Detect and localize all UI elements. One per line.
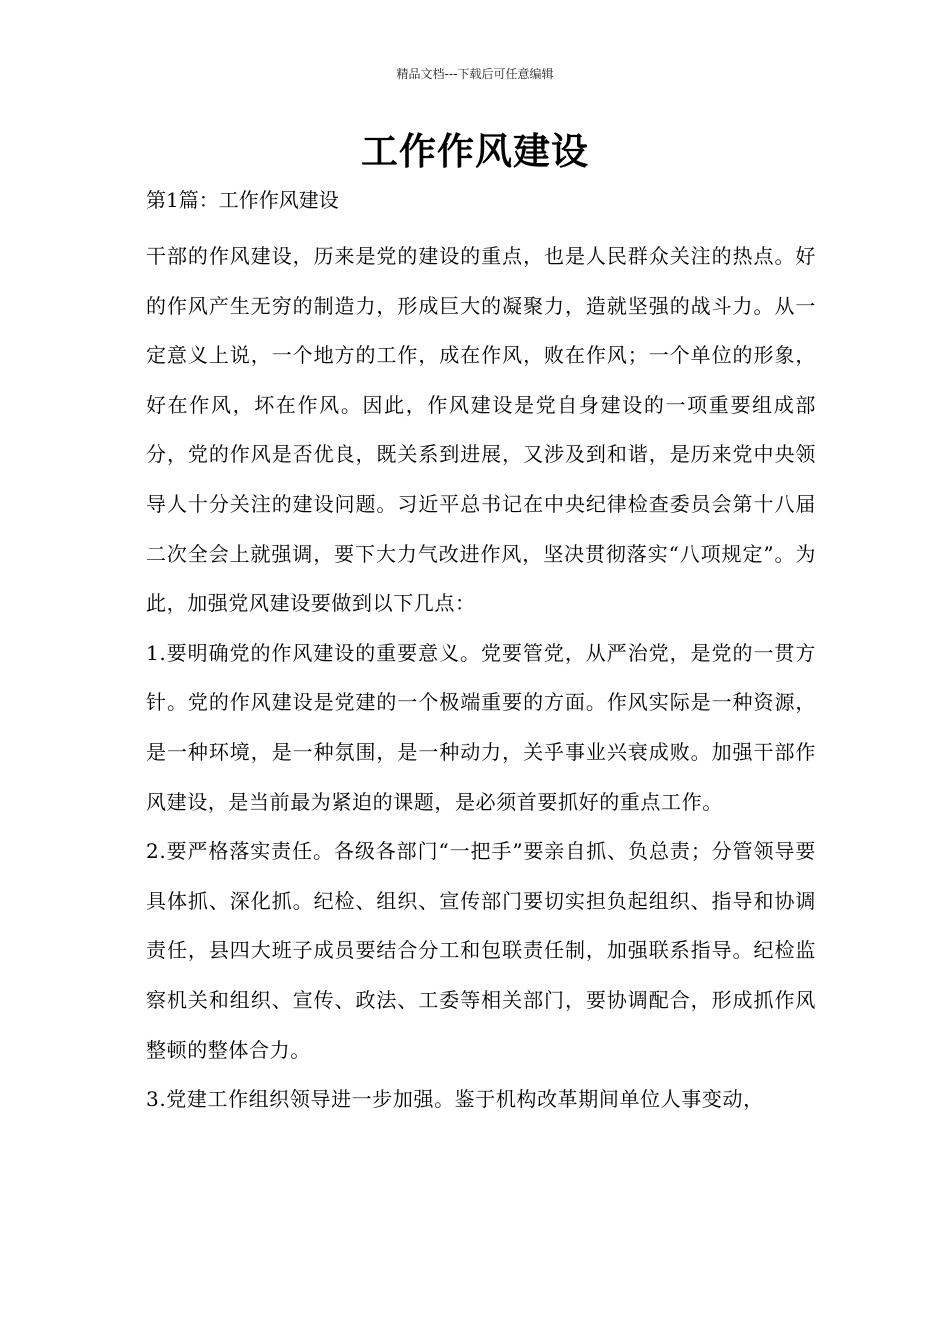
paragraph-point-2: 2.要严格落实责任。各级各部门“一把手”要亲自抓、负总责；分管领导要具体抓、深化抓。纪检、组织、宣传部门要切实担负起组织、指导和协调责任，县四大班子成员要结合分工和包联责任制，加强联系指导。纪检监察机关和组织、宣传、政法、工委等相关部门，要协调配合，形成抓作风整顿的整体合力。 — [146, 839, 816, 1062]
paragraph-point-1: 1.要明确党的作风建设的重要意义。党要管党，从严治党，是党的一贯方针。党的作风建设是党建的一个极端重要的方面。作风实际是一种资源，是一种环境，是一种氛围，是一种动力，关乎事业兴衰成败。加强干部作风建设，是当前最为紧迫的课题，是必须首要抓好的重点工作。 — [146, 640, 816, 814]
body-text — [146, 232, 816, 1125]
section-heading: 第1篇：工作作风建设 — [146, 188, 339, 212]
paragraph-point-3: 3.党建工作组织领导进一步加强。鉴于机构改革期间单位人事变动， — [146, 1087, 764, 1112]
header-note: 精品文档---下载后可任意编辑 — [396, 67, 554, 81]
document-title: 工作作风建设 — [361, 130, 589, 173]
paragraph-intro: 干部的作风建设，历来是党的建设的重点，也是人民群众关注的热点。好的作风产生无穷的制造力，形成巨大的凝聚力，造就坚强的战斗力。从一定意义上说，一个地方的工作，成在作风，败在作风；一个单位的形象，好在作风，坏在作风。因此，作风建设是党自身建设的一项重要组成部分，党的作风是否优良，既关系到进展，又涉及到和谐，是历来党中央领导人十分关注的建设问题。习近平总书记在中央纪律检查委员会第十八届二次全会上就强调，要下大力气改进作风，坚决贯彻落实“八项规定”。为此，加强党风建设要做到以下几点： — [146, 244, 816, 616]
